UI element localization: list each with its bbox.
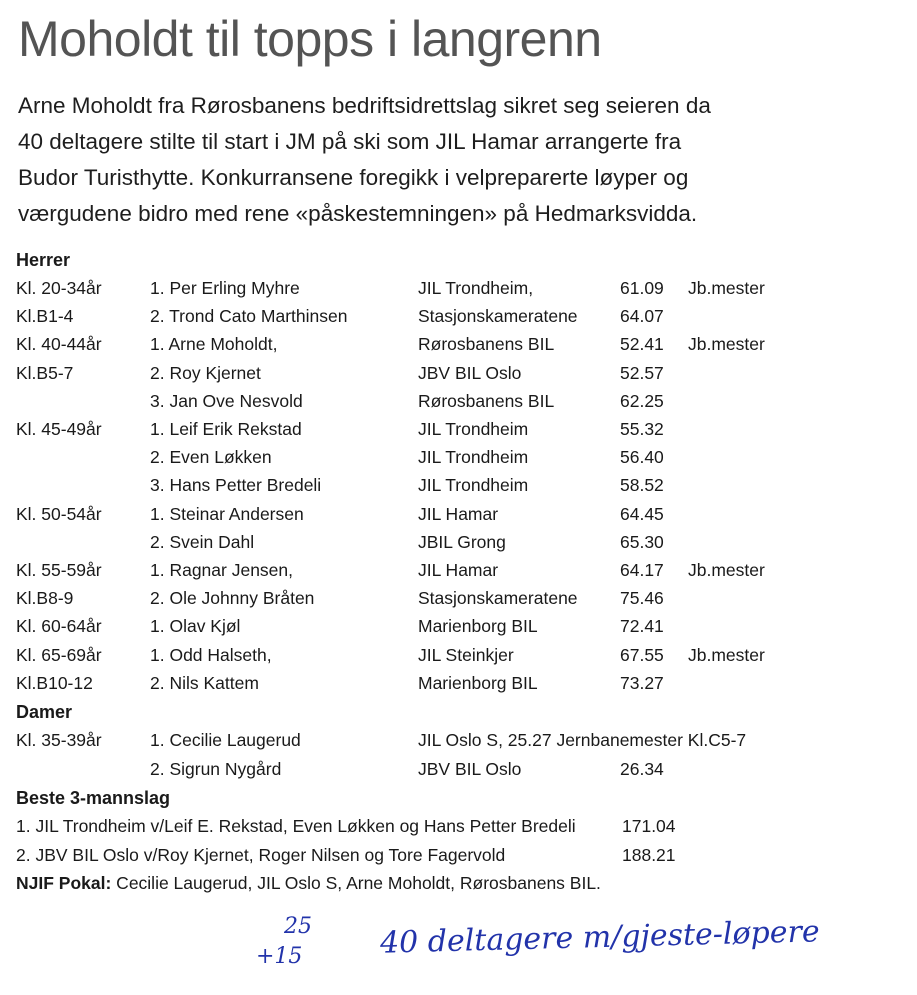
class-label: Kl. 65-69år	[16, 644, 102, 665]
athlete-name: 1. Per Erling Myhre	[150, 278, 300, 298]
result-row	[0, 673, 917, 701]
club-name: JIL Trondheim,	[418, 278, 534, 298]
athlete-name: 2. Nils Kattem	[150, 672, 259, 693]
club-name: JIL Oslo S, 25.27 Jernbanemester Kl.C5-7	[418, 730, 747, 750]
result-time: 73.27	[620, 672, 664, 693]
club-name: Marienborg BIL	[418, 672, 538, 693]
athlete-name: 1. Arne Moholdt,	[150, 334, 278, 355]
note-label: Jb.mester	[688, 560, 765, 580]
result-time: 55.32	[620, 419, 664, 439]
result-time: 64.17	[620, 560, 664, 580]
club-name: JIL Trondheim	[418, 447, 529, 468]
pokal-text: Cecilie Laugerud, JIL Oslo S, Arne Moholdt, Rørosbanens BIL.	[111, 873, 601, 893]
club-name: JIL Hamar	[418, 503, 499, 524]
result-row	[0, 560, 917, 588]
athlete-name: 2. Ole Johnny Bråten	[150, 588, 315, 609]
team-result-row	[16, 845, 676, 866]
class-label: Kl. 20-34år	[16, 278, 102, 298]
result-time: 52.41	[620, 334, 664, 355]
handwritten-number-bottom: +15	[256, 944, 303, 969]
athlete-name: 1. Steinar Andersen	[150, 503, 304, 524]
damer-heading: Damer	[16, 702, 73, 722]
intro-line: 40 deltagere stilte til start i JM på ski som JIL Hamar arrangerte fra	[18, 129, 682, 154]
result-row	[0, 306, 917, 334]
result-row	[0, 447, 917, 475]
team-text: 1. JIL Trondheim v/Leif E. Rekstad, Even Løkken og Hans Petter Bredeli	[16, 816, 576, 836]
class-label: Kl. 40-44år	[16, 334, 102, 355]
athlete-name: 3. Jan Ove Nesvold	[150, 390, 303, 411]
athlete-name: 3. Hans Petter Bredeli	[150, 475, 322, 496]
club-name: Rørosbanens BIL	[418, 390, 555, 411]
intro-line: Arne Moholdt fra Rørosbanens bedriftsidrettslag sikret seg seieren da	[18, 93, 711, 118]
class-label: Kl. 35-39år	[16, 730, 102, 750]
athlete-name: 1. Leif Erik Rekstad	[150, 419, 302, 439]
result-time: 61.09	[620, 278, 664, 298]
class-label: Kl. 55-59år	[16, 560, 102, 580]
intro-line: Budor Turisthytte. Konkurransene foregikk i velpreparerte løyper og	[18, 165, 689, 190]
club-name: JIL Hamar	[418, 560, 499, 580]
result-time: 72.41	[620, 616, 664, 637]
athlete-name: 1. Ragnar Jensen,	[150, 560, 294, 580]
pokal-line	[16, 873, 601, 894]
team-time: 188.21	[622, 845, 676, 865]
club-name: Stasjonskameratene	[418, 306, 578, 327]
result-row	[0, 504, 917, 532]
result-time: 62.25	[620, 390, 664, 411]
result-time: 58.52	[620, 475, 664, 496]
athlete-name: 2. Even Løkken	[150, 447, 272, 468]
result-time: 64.45	[620, 503, 664, 524]
result-time: 52.57	[620, 362, 664, 383]
athlete-name: 1. Olav Kjøl	[150, 616, 241, 637]
class-label: Kl.B5-7	[16, 362, 74, 383]
result-row	[0, 616, 917, 644]
result-row	[0, 419, 917, 447]
athlete-name: 2. Trond Cato Marthinsen	[150, 306, 348, 327]
article-title: Moholdt til topps i langrenn	[18, 11, 602, 67]
club-name: JBV BIL Oslo	[418, 758, 522, 779]
class-label: Kl. 45-49år	[16, 419, 102, 439]
result-row	[0, 588, 917, 616]
club-name: Marienborg BIL	[418, 616, 538, 637]
intro-paragraph	[18, 88, 898, 232]
note-label: Jb.mester	[688, 644, 765, 665]
club-name: JIL Trondheim	[418, 475, 529, 496]
class-label: Kl. 60-64år	[16, 616, 102, 637]
team-text: 2. JBV BIL Oslo v/Roy Kjernet, Roger Nilsen og Tore Fagervold	[16, 845, 506, 865]
handwritten-note	[0, 900, 917, 995]
class-label: Kl.B8-9	[16, 588, 74, 609]
result-row	[0, 363, 917, 391]
herrer-heading: Herrer	[16, 250, 71, 270]
result-time: 75.46	[620, 588, 664, 609]
result-time: 56.40	[620, 447, 664, 468]
pokal-label: NJIF Pokal:	[16, 873, 112, 893]
club-name: JBV BIL Oslo	[418, 362, 522, 383]
note-label: Jb.mester	[688, 334, 765, 355]
athlete-name: 2. Svein Dahl	[150, 531, 255, 552]
result-row	[0, 278, 917, 306]
handwritten-number-top: 25	[284, 914, 312, 939]
result-time: 64.07	[620, 306, 664, 327]
result-row	[0, 730, 917, 758]
result-time: 65.30	[620, 531, 664, 552]
class-label: Kl.B1-4	[16, 306, 74, 327]
note-label: Jb.mester	[688, 278, 765, 298]
team-time: 171.04	[622, 816, 676, 836]
result-time: 67.55	[620, 644, 664, 665]
handwritten-text: 40 deltagere m/gjeste-løpere	[379, 914, 821, 961]
result-row	[0, 532, 917, 560]
class-label: Kl.B10-12	[16, 672, 93, 693]
club-name: JBIL Grong	[418, 531, 506, 552]
result-row	[0, 645, 917, 673]
athlete-name: 1. Cecilie Laugerud	[150, 730, 301, 750]
club-name: JIL Steinkjer	[418, 644, 514, 665]
result-row	[0, 475, 917, 503]
result-row	[0, 759, 917, 787]
lag-heading: Beste 3-mannslag	[16, 788, 171, 808]
athlete-name: 2. Roy Kjernet	[150, 362, 261, 383]
result-row	[0, 334, 917, 362]
athlete-name: 2. Sigrun Nygård	[150, 758, 282, 779]
club-name: JIL Trondheim	[418, 419, 529, 439]
class-label: Kl. 50-54år	[16, 503, 102, 524]
club-name: Rørosbanens BIL	[418, 334, 555, 355]
intro-line: værgudene bidro med rene «påskestemningen» på Hedmarksvidda.	[18, 201, 698, 226]
athlete-name: 1. Odd Halseth,	[150, 644, 272, 665]
result-row	[0, 391, 917, 419]
team-result-row	[16, 816, 676, 837]
result-time: 26.34	[620, 758, 664, 779]
club-name: Stasjonskameratene	[418, 588, 578, 609]
